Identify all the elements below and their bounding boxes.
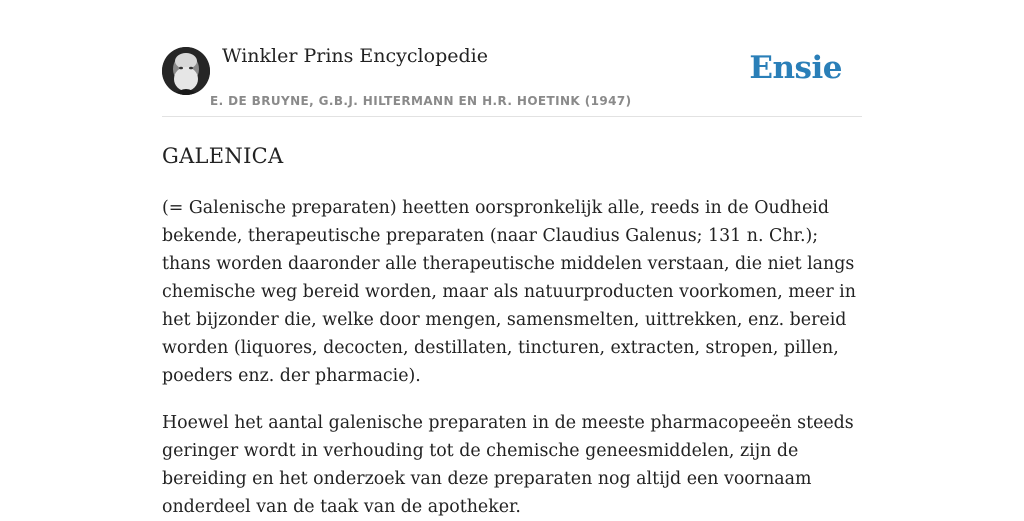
article-paragraph-1: (= Galenische preparaten) heetten oorspronkelijk alle, reeds in de Oudheid bekende, therapeutische preparaten (naar Claudius Galenus; 131 n. Chr.); thans worden daaronder alle therapeutische middelen verstaan, die niet langs chemische weg bereid worden, maar als natuurproducten voorkomen, meer in het bijzonder die, welke door mengen, samensmelten, uittrekken, enz. bereid worden (liquores, decocten, destillaten, tincturen, extracten, stropen, pillen, poeders enz. der pharmacie). [162,198,856,386]
header [162,0,862,117]
article-title: GALENICA [162,144,284,168]
article-paragraph-2: Hoewel het aantal galenische preparaten in de meeste pharmacopeeën steeds geringer wordt in verhouding tot de chemische geneesmiddelen, zijn de bereiding en het onderzoek van deze preparaten nog altijd een voornaam onderdeel van de taak van de apotheker. [162,413,854,517]
avatar[interactable] [162,47,210,95]
page [162,0,862,521]
portrait-photo-icon [162,47,210,95]
source-title[interactable]: Winkler Prins Encyclopedie [222,45,488,67]
brand-logo[interactable]: Ensie [749,50,842,86]
authors-line: E. DE BRUYNE, G.B.J. HILTERMANN EN H.R. HOETINK (1947) [210,94,632,108]
